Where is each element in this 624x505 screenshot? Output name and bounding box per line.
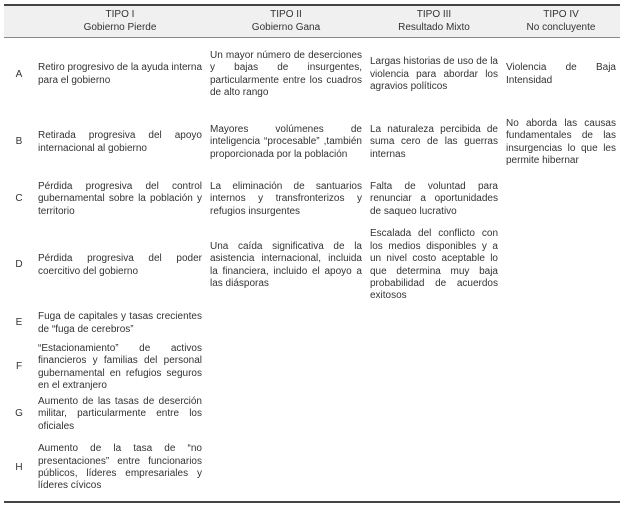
cell-tipo-4: No aborda las causas fundamentales de las insurgencias lo que les permite hibernar bbox=[506, 117, 616, 166]
cell-tipo-3 bbox=[366, 342, 502, 394]
header-tipo-1: TIPO I Gobierno Pierde bbox=[83, 9, 157, 33]
table-row bbox=[4, 38, 620, 112]
cell-tipo-4 bbox=[502, 342, 620, 394]
cell-tipo-1: Aumento de las tasas de deserción militar, particularmente entre los oficiales bbox=[38, 395, 202, 432]
cell-tipo-3 bbox=[366, 306, 502, 342]
table-row bbox=[4, 394, 620, 436]
cell-tipo-3: Largas historias de uso de la violencia para abordar los agravios políticos bbox=[370, 56, 498, 92]
cell-tipo-1: “Estacionamiento” de activos financieros y familias del personal gubernamental en refugios seguros en el extranjero bbox=[38, 342, 202, 391]
table-row bbox=[4, 436, 620, 502]
cell-tipo-3: Escalada del conflicto con los medios disponibles y a un nivel costo aceptable lo que determina muy baja probabilidad de acuerdos exitosos bbox=[370, 228, 498, 302]
cell-tipo-2: La eliminación de santuarios internos y transfronterizos y refugios insurgentes bbox=[210, 180, 362, 217]
cell-tipo-1: Fuga de capitales y tasas crecientes de “fuga de cerebros” bbox=[38, 311, 202, 335]
table-row bbox=[4, 306, 620, 342]
cell-tipo-2: Mayores volúmenes de inteligencia “procesable” ,también proporcionada por la población bbox=[210, 123, 362, 160]
cell-tipo-4 bbox=[502, 394, 620, 436]
cell-tipo-2: Una caída significativa de la asistencia internacional, incluida la financiera, incluido el apoyo a las diásporas bbox=[210, 240, 362, 289]
cell-tipo-1: Retiro progresivo de la ayuda interna para el gobierno bbox=[38, 62, 202, 86]
row-letter: D bbox=[15, 259, 23, 271]
cell-tipo-2 bbox=[206, 342, 366, 394]
row-letter: B bbox=[15, 136, 23, 148]
cell-tipo-2 bbox=[206, 306, 366, 342]
cell-tipo-3: Falta de voluntad para renunciar a oportunidades de saqueo lucrativo bbox=[370, 180, 498, 217]
row-letter: F bbox=[15, 361, 23, 373]
cell-tipo-4: Violencia de Baja Intensidad bbox=[506, 62, 616, 86]
cell-tipo-1: Pérdida progresiva del control gubernamental sobre la población y territorio bbox=[38, 180, 202, 217]
header-tipo-4: TIPO IV No concluyente bbox=[526, 9, 596, 33]
cell-tipo-2: Un mayor número de deserciones y bajas de insurgentes, particularmente entre los cuadros de alto rango bbox=[210, 49, 362, 99]
row-letter: H bbox=[15, 461, 23, 473]
cell-tipo-4 bbox=[502, 174, 620, 226]
header-row bbox=[4, 5, 620, 38]
header-tipo-3: TIPO III Resultado Mixto bbox=[398, 9, 470, 33]
row-letter: A bbox=[15, 68, 23, 80]
table-row bbox=[4, 112, 620, 174]
cell-tipo-1: Aumento de la tasa de “no presentaciones” entre funcionarios públicos, líderes empresariales y líderes cívicos bbox=[38, 443, 202, 492]
cell-tipo-4 bbox=[502, 306, 620, 342]
cell-tipo-3: La naturaleza percibida de suma cero de las guerras internas bbox=[370, 123, 498, 160]
table-row bbox=[4, 174, 620, 226]
header-tipo-2: TIPO II Gobierno Gana bbox=[251, 9, 321, 33]
table-row bbox=[4, 226, 620, 306]
cell-tipo-2 bbox=[206, 436, 366, 502]
cell-tipo-3 bbox=[366, 436, 502, 502]
cell-tipo-1: Pérdida progresiva del poder coercitivo del gobierno bbox=[38, 253, 202, 277]
cell-tipo-2 bbox=[206, 394, 366, 436]
table-row bbox=[4, 342, 620, 394]
typology-table bbox=[4, 4, 620, 503]
cell-tipo-4 bbox=[502, 226, 620, 306]
cell-tipo-4 bbox=[502, 436, 620, 502]
cell-tipo-3 bbox=[366, 394, 502, 436]
row-letter: C bbox=[15, 193, 23, 205]
row-letter: E bbox=[15, 317, 23, 329]
header-letter bbox=[4, 5, 34, 38]
cell-tipo-1: Retirada progresiva del apoyo internacional al gobierno bbox=[38, 130, 202, 154]
row-letter: G bbox=[15, 408, 23, 420]
